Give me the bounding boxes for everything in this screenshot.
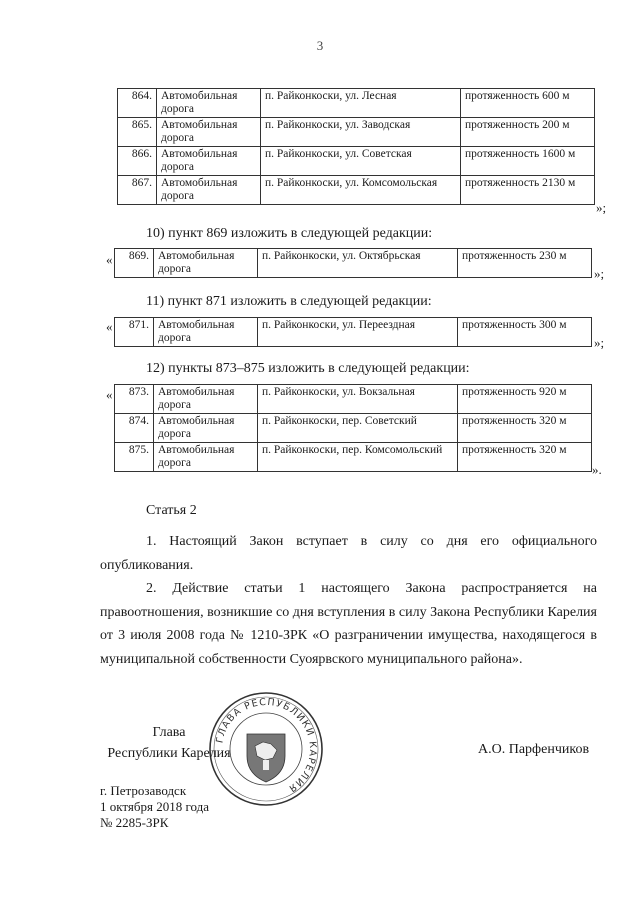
article-title: Статья 2 — [146, 503, 197, 518]
cell-loc: п. Райконкоски, пер. Советский — [258, 414, 458, 443]
cell-num: 869. — [115, 249, 154, 278]
cell-len: протяженность 320 м — [458, 414, 592, 443]
cell-kind: Автомобильная дорога — [157, 118, 261, 147]
cell-len: протяженность 230 м — [458, 249, 592, 278]
signature-title-line2: Республики Карелия — [107, 746, 231, 761]
cell-num: 875. — [115, 443, 154, 472]
signature-title — [100, 722, 238, 764]
table-row — [118, 118, 595, 147]
opening-quote: « — [106, 252, 113, 267]
cell-num: 873. — [115, 385, 154, 414]
signatory-name: А.О. Парфенчиков — [478, 742, 590, 757]
table-row — [115, 318, 592, 347]
cell-len: протяженность 920 м — [458, 385, 592, 414]
table-row — [118, 176, 595, 205]
cell-loc: п. Райконкоски, ул. Переездная — [258, 318, 458, 347]
roads-table-873-875 — [114, 384, 592, 472]
cell-loc: п. Райконкоски, ул. Лесная — [261, 89, 461, 118]
cell-num: 867. — [118, 176, 157, 205]
cell-kind: Автомобильная дорога — [154, 385, 258, 414]
cell-len: протяженность 600 м — [461, 89, 595, 118]
signature-title-line1: Глава — [152, 725, 186, 740]
cell-loc: п. Райконкоски, ул. Октябрьская — [258, 249, 458, 278]
cell-len: протяженность 200 м — [461, 118, 595, 147]
cell-kind: Автомобильная дорога — [154, 318, 258, 347]
item-10-intro: 10) пункт 869 изложить в следующей редакции: — [146, 226, 433, 241]
table-row — [115, 385, 592, 414]
cell-num: 874. — [115, 414, 154, 443]
item-12-intro: 12) пункты 873–875 изложить в следующей редакции: — [146, 361, 470, 376]
svg-text:ГЛАВА РЕСПУБЛИКИ КАРЕЛИЯ: ГЛАВА РЕСПУБЛИКИ КАРЕЛИЯ — [214, 696, 319, 795]
opening-quote: « — [106, 319, 113, 334]
cell-len: протяженность 1600 м — [461, 147, 595, 176]
cell-len: протяженность 300 м — [458, 318, 592, 347]
roads-table-864-867 — [117, 88, 595, 205]
footer-date: 1 октября 2018 года — [100, 799, 209, 814]
cell-kind: Автомобильная дорога — [154, 414, 258, 443]
cell-len: протяженность 320 м — [458, 443, 592, 472]
cell-kind: Автомобильная дорога — [157, 89, 261, 118]
roads-table-871 — [114, 317, 592, 347]
cell-kind: Автомобильная дорога — [157, 147, 261, 176]
closing-quote: »; — [596, 200, 607, 215]
table-row — [115, 414, 592, 443]
paragraph-2: 2. Действие статьи 1 настоящего Закона распространяется на правоотношения, возникшие со дня вступления в силу Закона Республики Карелия от 3 июля 2008 года № 1210-ЗРК «О разграничении имущества, находящегося в муниципальной собственности Суоярвского муниципального района». — [100, 581, 597, 667]
table-row — [115, 443, 592, 472]
closing-quote: ». — [592, 462, 602, 477]
cell-num: 865. — [118, 118, 157, 147]
table-row — [118, 147, 595, 176]
page-number: 3 — [316, 38, 324, 53]
roads-table-869 — [114, 248, 592, 278]
footer-block — [100, 783, 209, 831]
cell-num: 871. — [115, 318, 154, 347]
table-row — [118, 89, 595, 118]
footer-city: г. Петрозаводск — [100, 783, 187, 798]
paragraph-1: 1. Настоящий Закон вступает в силу со дня его официального опубликования. — [100, 534, 597, 573]
cell-loc: п. Райконкоски, ул. Заводская — [261, 118, 461, 147]
table-row — [115, 249, 592, 278]
closing-quote: »; — [594, 266, 605, 281]
cell-loc: п. Райконкоски, ул. Вокзальная — [258, 385, 458, 414]
cell-loc: п. Райконкоски, ул. Комсомольская — [261, 176, 461, 205]
cell-loc: п. Райконкоски, пер. Комсомольский — [258, 443, 458, 472]
cell-kind: Автомобильная дорога — [154, 249, 258, 278]
cell-kind: Автомобильная дорога — [157, 176, 261, 205]
cell-num: 864. — [118, 89, 157, 118]
cell-loc: п. Райконкоски, ул. Советская — [261, 147, 461, 176]
footer-number: № 2285-ЗРК — [100, 815, 169, 830]
item-11-intro: 11) пункт 871 изложить в следующей редакции: — [146, 294, 432, 309]
opening-quote: « — [106, 387, 113, 402]
cell-num: 866. — [118, 147, 157, 176]
closing-quote: »; — [594, 335, 605, 350]
cell-kind: Автомобильная дорога — [154, 443, 258, 472]
cell-len: протяженность 2130 м — [461, 176, 595, 205]
